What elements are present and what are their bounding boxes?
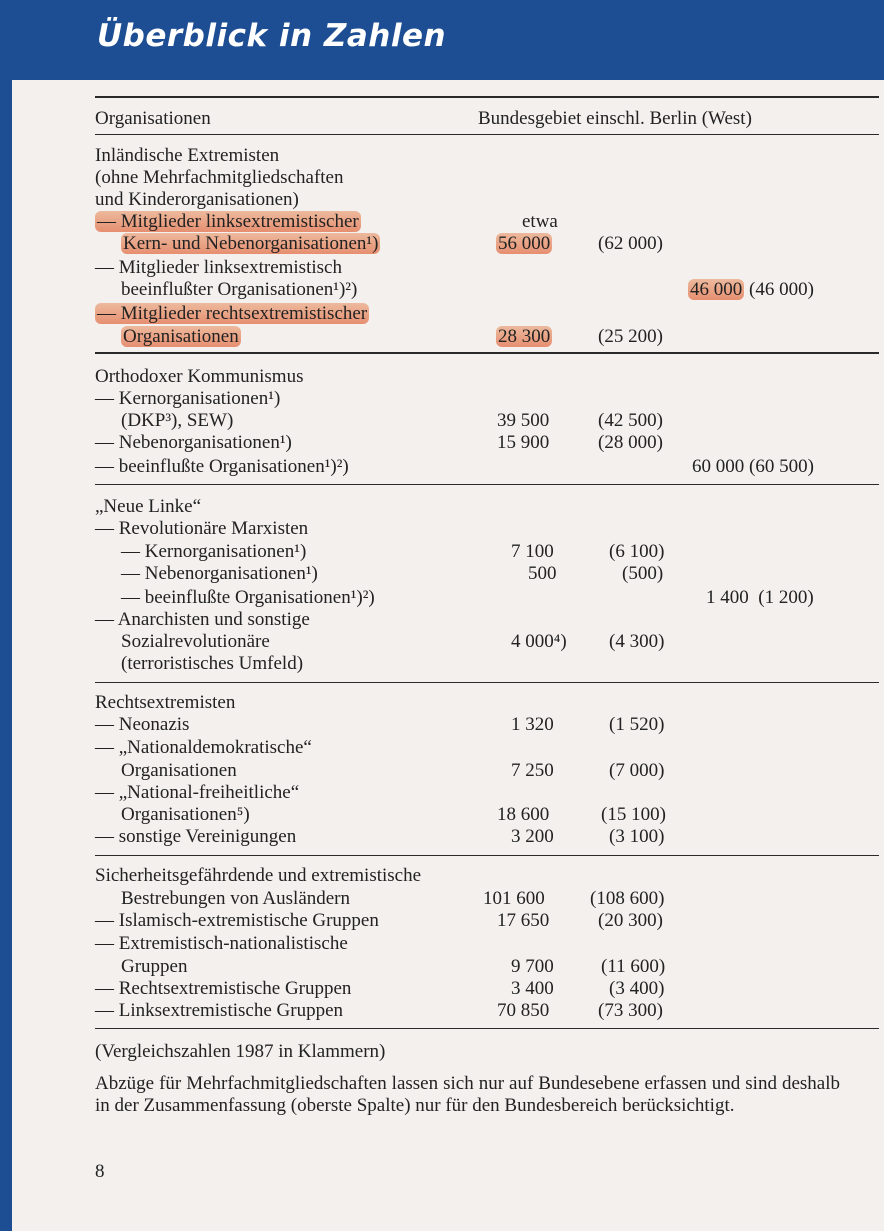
section-divider: [95, 855, 879, 856]
row-value: 39 500: [497, 410, 550, 431]
row-label: [95, 211, 361, 233]
row-prev-value: (73 300): [598, 1000, 663, 1021]
row-prev-value: (3 400): [609, 978, 665, 999]
row-label: Gruppen: [121, 956, 188, 977]
row-label: — Kernorganisationen¹): [95, 388, 281, 409]
row-value: 9 700: [511, 956, 554, 977]
row-prev-value: (15 100): [601, 804, 666, 825]
section-heading: Rechtsextremisten: [95, 692, 236, 713]
row-prev-value: (7 000): [609, 760, 665, 781]
row-prev-value: (3 100): [609, 826, 665, 847]
row-value: 18 600: [497, 804, 550, 825]
row-value: 70 850: [497, 1000, 550, 1021]
highlighted-label: Kern- und Nebenorganisationen¹): [123, 233, 379, 254]
row-value: 500: [528, 563, 557, 584]
row-label: (terroristisches Umfeld): [121, 653, 304, 674]
highlighted-label: Organisationen: [123, 326, 239, 347]
table-bottom-rule: [95, 1028, 879, 1029]
row-label: — Neonazis: [95, 714, 190, 735]
section-heading: Orthodoxer Kommunismus: [95, 366, 304, 387]
row-prev-value: (20 300): [598, 910, 663, 931]
row-label: Sozialrevolutionäre: [121, 631, 270, 652]
column-header-region: Bundesgebiet einschl. Berlin (West): [478, 108, 752, 129]
row-value: 15 900: [497, 432, 550, 453]
row-label: — „Nationaldemokratische“: [95, 737, 312, 758]
row-label: — Revolutionäre Marxisten: [95, 518, 309, 539]
row-prev-value: (25 200): [598, 326, 663, 347]
row-label: [121, 326, 241, 348]
row-label: — Islamisch-extremistische Gruppen: [95, 910, 379, 931]
row-value: 101 600: [483, 888, 545, 909]
row-value: 17 650: [497, 910, 550, 931]
column-header-organisations: Organisationen: [95, 108, 211, 129]
row-label: — Rechtsextremistische Gruppen: [95, 978, 352, 999]
row-prev-value: (11 600): [601, 956, 666, 977]
row-label: Bestrebungen von Ausländern: [121, 888, 351, 909]
highlighted-label: — Mitglieder linksextremistischer: [97, 211, 359, 232]
highlighted-value: 56 000: [498, 233, 551, 254]
page-title: Überblick in Zahlen: [97, 18, 447, 54]
section-heading: Inländische Extremisten: [95, 145, 280, 166]
row-value: 3 400: [511, 978, 554, 999]
row-prev-value: (28 000): [598, 432, 663, 453]
row-value: 7 250: [511, 760, 554, 781]
total-value: [706, 587, 814, 609]
row-label: beeinflußter Organisationen¹)²): [121, 279, 358, 300]
row-label: — Anarchisten und sonstige: [95, 609, 310, 630]
row-prev-value: (1 520): [609, 714, 665, 735]
row-prev-value: (42 500): [598, 410, 663, 431]
page-number: 8: [95, 1161, 105, 1182]
row-prev-value: (4 300): [609, 631, 665, 652]
row-label: — sonstige Vereinigungen: [95, 826, 297, 847]
row-value: [496, 233, 552, 255]
section-heading-line: (ohne Mehrfachmitgliedschaften: [95, 167, 344, 188]
comparison-note: (Vergleichszahlen 1987 in Klammern): [95, 1041, 386, 1062]
row-value: 1 320: [511, 714, 554, 735]
section-divider: [95, 352, 879, 354]
row-label: — beeinflußte Organisationen¹)²): [121, 587, 375, 608]
left-edge-bar: [0, 0, 12, 1231]
row-value: [496, 326, 552, 348]
approx-label: etwa: [522, 211, 558, 232]
row-label: Organisationen: [121, 760, 237, 781]
row-label: [95, 303, 369, 325]
row-label: — Mitglieder linksextremistisch: [95, 257, 342, 278]
row-prev-value: (62 000): [598, 233, 663, 254]
row-value: 4 000⁴): [511, 631, 567, 652]
row-value: 3 200: [511, 826, 554, 847]
total-prev-value: (60 500): [749, 456, 814, 477]
highlighted-total: 46 000: [690, 279, 743, 300]
row-label: — Kernorganisationen¹): [121, 541, 307, 562]
total-value: [692, 456, 814, 478]
row-label: (DKP³), SEW): [121, 410, 234, 431]
header-rule: [95, 134, 879, 135]
row-label: — Nebenorganisationen¹): [95, 432, 292, 453]
total-current: 60 000: [692, 456, 745, 477]
section-heading-line: und Kinderorganisationen): [95, 189, 299, 210]
row-label: — „National-freiheitliche“: [95, 782, 300, 803]
row-label: [121, 233, 380, 255]
section-heading: „Neue Linke“: [95, 496, 202, 517]
highlighted-label: — Mitglieder rechtsextremistischer: [97, 303, 368, 324]
section-divider: [95, 484, 879, 485]
row-prev-value: (108 600): [590, 888, 665, 909]
row-label: Organisationen⁵): [121, 804, 250, 825]
row-value: 7 100: [511, 541, 554, 562]
total-current: 1 400: [706, 587, 749, 608]
total-prev-value: (1 200): [758, 587, 814, 608]
row-label: — beeinflußte Organisationen¹)²): [95, 456, 349, 477]
highlighted-value: 28 300: [498, 326, 551, 347]
row-prev-value: (500): [622, 563, 664, 584]
explanatory-note: Abzüge für Mehrfachmitgliedschaften lassen sich nur auf Bundesebene erfassen und sind deshalb in der Zusammenfassung (oberste Spalte) nur für den Bundesbereich berücksichtigt.: [95, 1073, 840, 1116]
row-label: — Nebenorganisationen¹): [121, 563, 318, 584]
section-heading: Sicherheitsgefährdende und extremistische: [95, 865, 422, 886]
row-label: — Extremistisch-nationalistische: [95, 933, 348, 954]
table-top-rule: [95, 96, 879, 98]
row-label: — Linksextremistische Gruppen: [95, 1000, 344, 1021]
section-divider: [95, 682, 879, 683]
row-prev-value: (6 100): [609, 541, 665, 562]
total-value: [688, 279, 814, 301]
total-prev-value: (46 000): [749, 279, 814, 300]
